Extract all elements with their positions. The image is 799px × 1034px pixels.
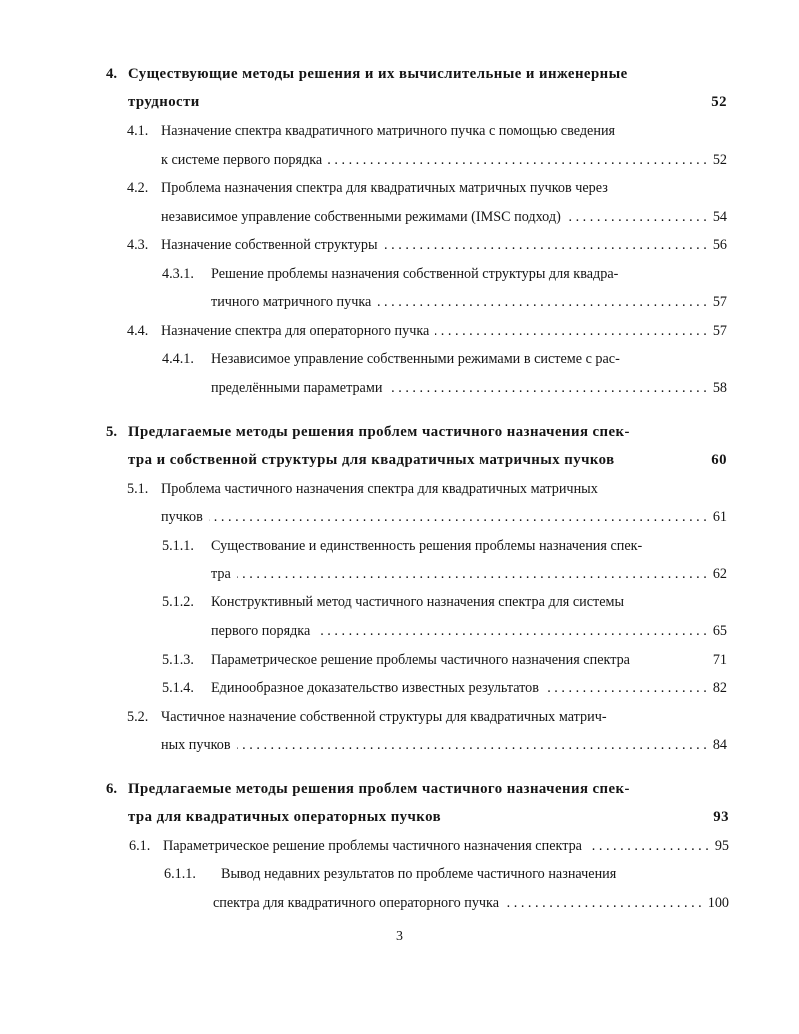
chapter-6-title-line1: Предлагаемые методы решения проблем частичного назначения спек- <box>128 781 630 797</box>
section-4-2-line2: независимое управление собственными режимами (IMSC подход) . . . 54 <box>161 207 727 227</box>
section-5-2-line1: Частичное назначение собственной структуры для квадратичных матрич- <box>161 709 607 725</box>
section-4-1-number: 4.1. <box>127 123 149 139</box>
section-5-1-number: 5.1. <box>127 481 149 497</box>
chapter-6-title-line2: тра для квадратичных операторных пучков 93 <box>128 809 729 825</box>
section-4-1-line1: Назначение спектра квадратичного матричного пучка с помощью сведения <box>161 123 616 139</box>
chapter-4-title-line1: Существующие методы решения и их вычислительные и инженерные <box>128 66 628 82</box>
section-4-4-number: 4.4. <box>127 323 149 339</box>
chapter-5-title-line1: Предлагаемые методы решения проблем частичного назначения спек- <box>128 424 630 440</box>
section-5-1-2-line2: первого порядка . . . 65 <box>211 621 727 641</box>
section-6-1-number: 6.1. <box>129 838 151 854</box>
section-4-4-1-page: 58 <box>712 380 727 396</box>
chapter-6-page: 93 <box>713 809 729 825</box>
section-4-1-page: 52 <box>712 152 727 168</box>
section-4-3-1-line1: Решение проблемы назначения собственной структуры для квадра- <box>211 266 619 282</box>
section-5-1-1-page: 62 <box>712 566 727 582</box>
chapter-4-page: 52 <box>711 94 727 110</box>
chapter-5-number: 5. <box>106 424 118 440</box>
chapter-4-number: 4. <box>106 66 118 82</box>
section-4-3-line1: Назначение собственной структуры . . . 56 <box>161 235 727 255</box>
chapter-4-title-line2: трудности 52 <box>128 94 727 110</box>
section-5-2-page: 84 <box>712 737 727 753</box>
section-6-1-1-line1: Вывод недавних результатов по проблеме частичного назначения <box>221 866 617 882</box>
section-4-4-1-line1: Независимое управление собственными режимами в системе с рас- <box>211 351 620 367</box>
section-5-1-4-line1: Единообразное доказательство известных результатов . . . 82 <box>211 678 727 698</box>
section-5-1-4-number: 5.1.4. <box>162 680 194 696</box>
section-5-1-3-line1: Параметрическое решение проблемы частичного назначения спектра 71 <box>211 652 727 668</box>
chapter-5-title-line2: тра и собственной структуры для квадратичных матричных пучков 60 <box>128 452 727 468</box>
section-6-1-1-number: 6.1.1. <box>164 866 196 882</box>
section-6-1-page: 95 <box>714 838 729 854</box>
section-5-1-1-number: 5.1.1. <box>162 538 194 554</box>
section-5-1-line1: Проблема частичного назначения спектра для квадратичных матричных <box>161 481 598 497</box>
section-6-1-1-line2: спектра для квадратичного операторного пучка . . . 100 <box>213 893 729 913</box>
section-5-1-3-page: 71 <box>712 652 727 668</box>
section-4-3-1-line2: тичного матричного пучка . . . 57 <box>211 292 727 312</box>
section-4-4-1-line2: пределёнными параметрами . . . 58 <box>211 378 727 398</box>
chapter-6-number: 6. <box>106 781 118 797</box>
section-4-2-number: 4.2. <box>127 180 149 196</box>
section-4-3-page: 56 <box>712 237 727 253</box>
section-4-2-page: 54 <box>712 209 727 225</box>
section-6-1-1-page: 100 <box>707 895 729 911</box>
section-5-1-1-line1: Существование и единственность решения проблемы назначения спек- <box>211 538 643 554</box>
chapter-5-page: 60 <box>711 452 727 468</box>
section-5-1-line2: пучков . . . 61 <box>161 507 727 527</box>
section-5-1-page: 61 <box>712 509 727 525</box>
section-5-2-number: 5.2. <box>127 709 149 725</box>
section-6-1-line1: Параметрическое решение проблемы частичного назначения спектра . . . 95 <box>163 836 729 856</box>
section-5-1-1-line2: тра . . . 62 <box>211 564 727 584</box>
section-5-2-line2: ных пучков . . . 84 <box>161 735 727 755</box>
section-5-1-2-line1: Конструктивный метод частичного назначения спектра для системы <box>211 594 625 610</box>
section-5-1-4-page: 82 <box>712 680 727 696</box>
section-4-4-page: 57 <box>712 323 727 339</box>
section-4-3-1-number: 4.3.1. <box>162 266 194 282</box>
section-4-1-line2: к системе первого порядка . . . 52 <box>161 150 727 170</box>
page-number: 3 <box>396 929 403 944</box>
section-5-1-2-number: 5.1.2. <box>162 594 194 610</box>
section-4-4-line1: Назначение спектра для операторного пучка . . . 57 <box>161 321 727 341</box>
section-5-1-3-number: 5.1.3. <box>162 652 194 668</box>
section-4-3-number: 4.3. <box>127 237 149 253</box>
section-5-1-2-page: 65 <box>712 623 727 639</box>
section-4-3-1-page: 57 <box>712 294 727 310</box>
section-4-2-line1: Проблема назначения спектра для квадратичных матричных пучков через <box>161 180 608 196</box>
section-4-4-1-number: 4.4.1. <box>162 351 194 367</box>
